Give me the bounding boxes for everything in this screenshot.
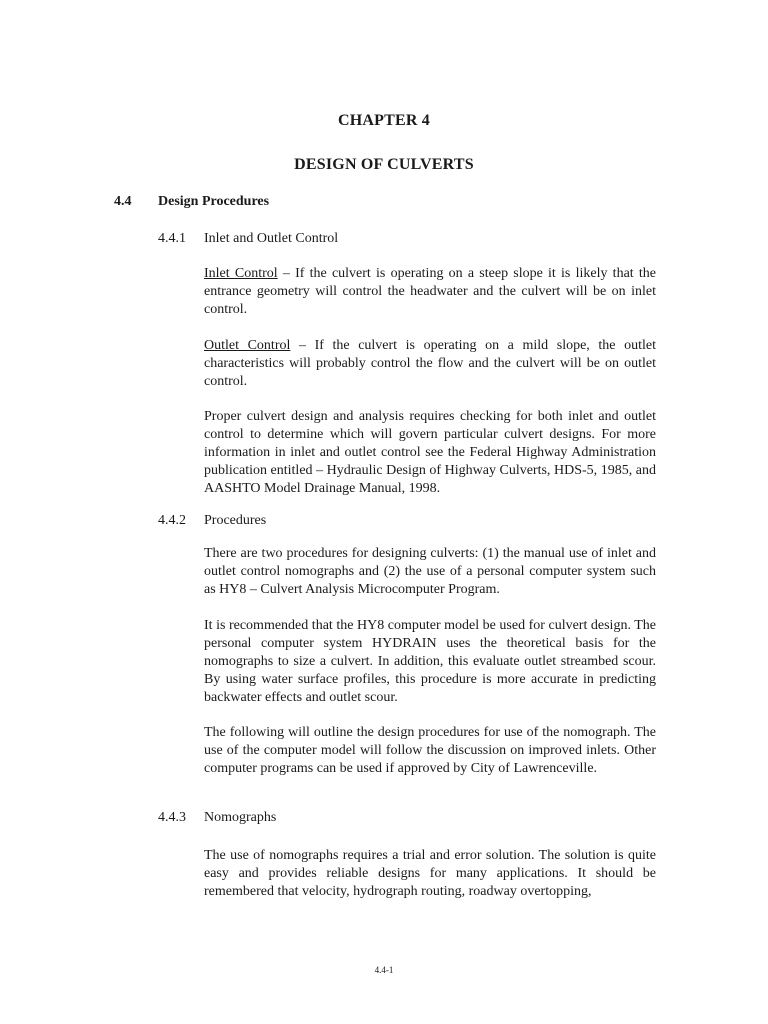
subsection-title: Nomographs [204,810,277,825]
subsection-title: Procedures [204,513,267,528]
paragraph-outlet-control [204,337,656,391]
subsection-number: 4.4.3 [158,810,186,825]
paragraph-text: It is recommended that the HY8 computer model be used for culvert design. The personal computer system HYDRAIN uses the theoretical basis for the nomographs to size a culvert. In addition, this evaluate outlet streambed scour. By using water surface profiles, this procedure is more accurate in predicting backwater effects and outlet scour. [204,618,656,705]
subsection-number: 4.4.2 [158,513,186,528]
paragraph-outline [204,724,656,778]
paragraph-text: – If the culvert is operating on a mild slope, the outlet characteristics will probably control the flow and the culvert will be on outlet control. [204,338,656,389]
paragraph-text: The use of nomographs requires a trial and error solution. The solution is quite easy and provides reliable designs for many applications. It should be remembered that velocity, hydrograph routing, roadway overtopping, [204,848,656,899]
term-inlet-control: Inlet Control [204,266,278,281]
paragraph-text: The following will outline the design procedures for use of the nomograph. The use of the computer model will follow the discussion on improved inlets. Other computer programs can be used if approved by City of Lawrenceville. [204,725,656,776]
section-title: Design Procedures [158,194,270,209]
paragraph-text: – If the culvert is operating on a steep slope it is likely that the entrance geometry will control the headwater and the culvert will be on inlet control. [204,266,656,317]
subsection-title: Inlet and Outlet Control [204,231,339,246]
paragraph-hy8-recommendation [204,617,656,707]
paragraph-two-procedures [204,545,656,599]
subsection-number: 4.4.1 [158,231,186,246]
chapter-title: DESIGN OF CULVERTS [294,156,474,173]
paragraph-text: There are two procedures for designing culverts: (1) the manual use of inlet and outlet control nomographs and (2) the use of a personal computer system such as HY8 – Culvert Analysis Microcomputer Program. [204,546,656,597]
paragraph-nomographs [204,847,656,901]
paragraph-design-analysis [204,408,656,498]
paragraph-text: Proper culvert design and analysis requires checking for both inlet and outlet control to determine which will govern particular culvert designs. For more information in inlet and outlet control see the Federal Highway Administration publication entitled – Hydraulic Design of Highway Culverts, HDS-5, 1985, and AASHTO Model Drainage Manual, 1998. [204,409,656,496]
term-outlet-control: Outlet Control [204,338,291,353]
chapter-heading: CHAPTER 4 [337,112,431,129]
page-number: 4.4-1 [374,965,394,975]
section-number: 4.4 [114,194,132,209]
paragraph-inlet-control [204,265,656,319]
